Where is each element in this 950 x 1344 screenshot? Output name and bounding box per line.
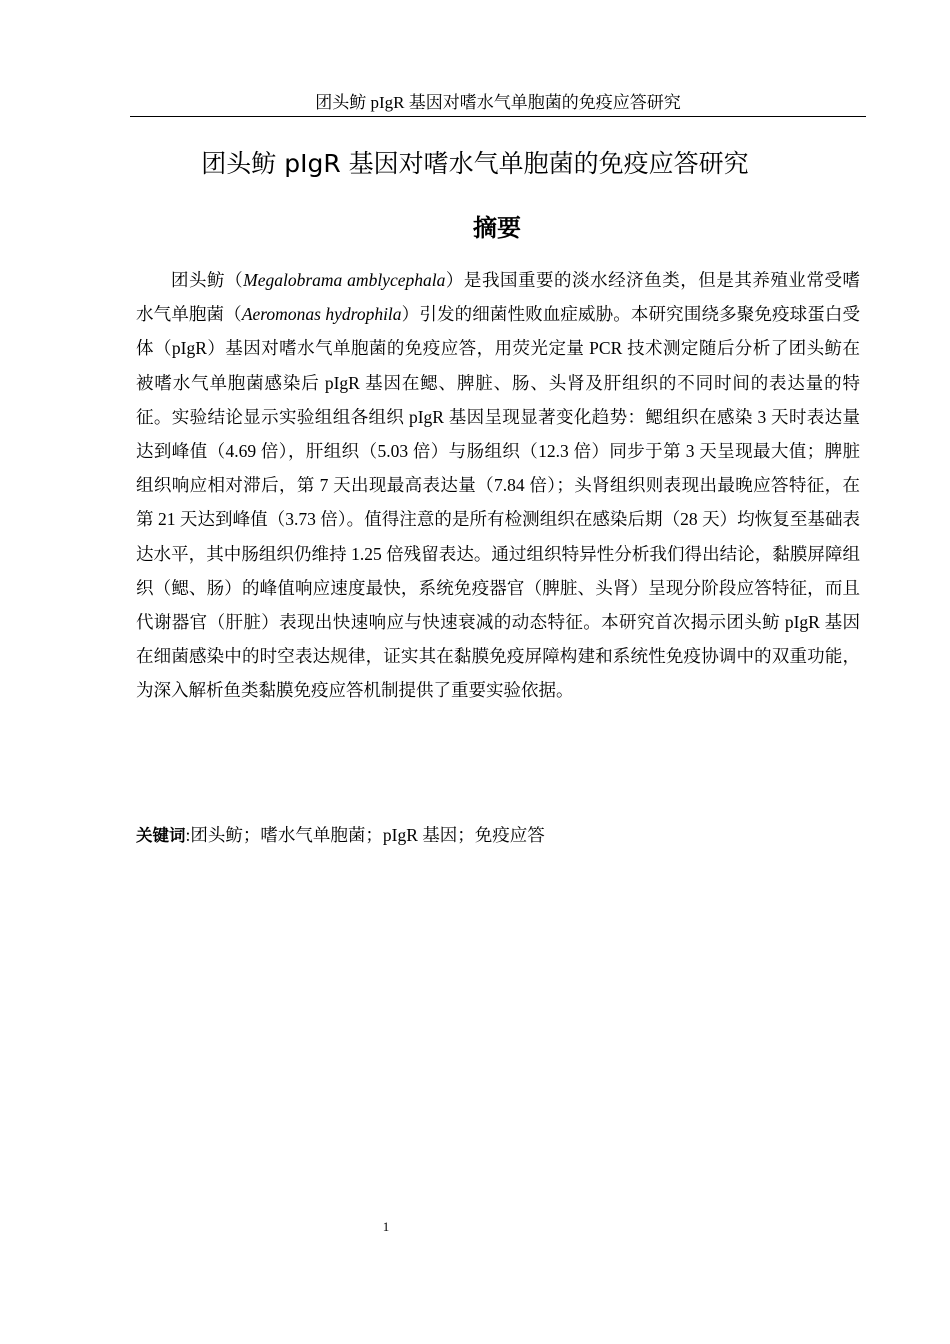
document-title: 团头鲂 pIgR 基因对嗜水气单胞菌的免疫应答研究 <box>201 149 749 178</box>
page-number: 1 <box>382 1219 390 1234</box>
running-header: 团头鲂 pIgR 基因对嗜水气单胞菌的免疫应答研究 <box>130 92 866 117</box>
keywords-separator: : <box>185 825 191 845</box>
keywords-label: 关键词 <box>136 826 186 845</box>
pathogen-name-italic: Aeromonas hydrophila <box>241 304 402 325</box>
keywords-text: 团头鲂；嗜水气单胞菌；pIgR 基因；免疫应答 <box>190 825 545 845</box>
abstract-paragraph <box>136 263 860 708</box>
abstract-text-2: ）是我国重要的淡水经济鱼类，但是其养殖业常受嗜水气单胞菌（ <box>136 270 861 325</box>
abstract-text-1: 团头鲂（ <box>171 270 244 290</box>
species-name-italic: Megalobrama amblycephala <box>243 270 446 290</box>
abstract-heading: 摘要 <box>473 214 521 242</box>
abstract-text-3: ）引发的细菌性败血症威胁。本研究围绕多聚免疫球蛋白受体（pIgR）基因对嗜水气单胞菌的免疫应答，用荧光定量 PCR 技术测定随后分析了团头鲂在被嗜水气单胞菌感染后 pIgR 基因在鳃、脾脏、肠、头肾及肝组织的不同时间的表达量的特征。实验结论显示实验组组各组织 pIgR 基因呈现显著变化趋势：鳃组织在感染 3 天时表达量达到峰值（4.69 倍），肝组织（5.03 倍）与肠组织（12.3 倍）同步于第 3 天呈现最大值；脾脏组织响应相对滞后，第 7 天出现最高表达量（7.84 倍）；头肾组织则表现出最晚应答特征，在第 21 天达到峰值（3.73 倍）。值得注意的是所有检测组织在感染后期（28 天）均恢复至基础表达水平，其中肠组织仍维持 1.25 倍残留表达。通过组织特异性分析我们得出结论，黏膜屏障组织（鳃、肠）的峰值响应速度最快，系统免疫器官（脾脏、头肾）呈现分阶段应答特征，而且代谢器官（肝脏）表现出快速响应与快速衰减的动态特征。本研究首次揭示团头鲂 pIgR 基因在细菌感染中的时空表达规律，证实其在黏膜免疫屏障构建和系统性免疫协调中的双重功能，为深入解析鱼类黏膜免疫应答机制提供了重要实验依据。 <box>136 304 861 701</box>
keywords-line <box>136 820 860 851</box>
